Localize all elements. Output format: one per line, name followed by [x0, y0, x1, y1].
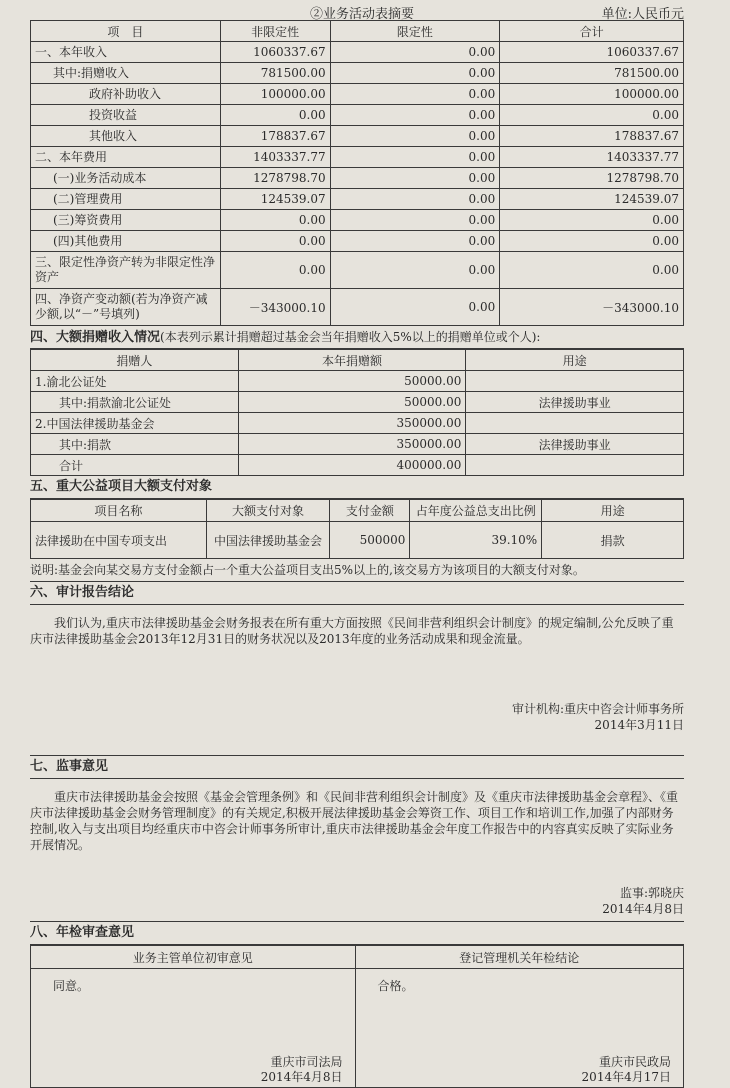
row-item-name: 三、限定性净资产转为非限定性净资产: [31, 252, 221, 289]
table-row: [31, 522, 684, 559]
section-heading-annual-review: [30, 922, 684, 945]
project-name: 法律援助在中国专项支出: [31, 522, 207, 559]
row-item-name: 四、净资产变动额(若为净资产减少额,以“－”号填列): [31, 289, 221, 326]
unrestricted-amount: 781500.00: [220, 63, 330, 84]
total-amount: 1403337.77: [500, 147, 684, 168]
column-header: 限定性: [330, 21, 500, 42]
section-heading-audit: [30, 582, 684, 605]
donation-table: [30, 349, 684, 476]
table-row: [31, 455, 684, 476]
column-header: 用途: [542, 500, 684, 522]
column-header: 占年度公益总支出比例: [410, 500, 542, 522]
supervisor-unit-signature: [261, 1055, 343, 1085]
registration-authority-cell: [355, 969, 684, 1088]
donor-name: 其中:捐款: [31, 434, 239, 455]
donation-amount: 50000.00: [238, 392, 466, 413]
column-header: 本年捐赠额: [238, 350, 466, 371]
expense-ratio: 39.10%: [410, 522, 542, 559]
supervisor-opinion-block: [30, 789, 684, 922]
row-item-name: 其中:捐赠收入: [31, 63, 221, 84]
section-heading-major-payments: [30, 476, 684, 499]
unrestricted-amount: －343000.10: [220, 289, 330, 326]
unrestricted-amount: 0.00: [220, 252, 330, 289]
table-row: [31, 231, 684, 252]
restricted-amount: 0.00: [330, 63, 500, 84]
restricted-amount: 0.00: [330, 147, 500, 168]
column-header: 支付金额: [330, 500, 410, 522]
row-item-name: (一)业务活动成本: [31, 168, 221, 189]
table-row: [31, 434, 684, 455]
table-header-row: [31, 350, 684, 371]
row-item-name: (四)其他费用: [31, 231, 221, 252]
section-heading-supervisor: [30, 756, 684, 779]
column-header: 大额支付对象: [206, 500, 330, 522]
column-header: 业务主管单位初审意见: [31, 946, 356, 969]
currency-unit: 单位:人民币元: [601, 7, 684, 22]
restricted-amount: 0.00: [330, 105, 500, 126]
donation-usage: [466, 371, 684, 392]
donation-usage: [466, 455, 684, 476]
table-row: [31, 289, 684, 326]
unrestricted-amount: 1403337.77: [220, 147, 330, 168]
column-header: 登记管理机关年检结论: [355, 946, 684, 969]
restricted-amount: 0.00: [330, 42, 500, 63]
table-header-row: [31, 21, 684, 42]
audit-date: 2014年3月11日: [594, 718, 684, 732]
table-row: [31, 189, 684, 210]
donation-amount: 50000.00: [238, 371, 466, 392]
table-row: [31, 147, 684, 168]
donation-usage: 法律援助事业: [466, 434, 684, 455]
section-title: 七、监事意见: [30, 759, 109, 774]
total-amount: 0.00: [500, 231, 684, 252]
table-row: [31, 84, 684, 105]
total-amount: 1278798.70: [500, 168, 684, 189]
column-header: 用途: [466, 350, 684, 371]
section-title: 四、大额捐赠收入情况: [30, 330, 161, 345]
row-item-name: 其他收入: [31, 126, 221, 147]
donation-amount: 350000.00: [238, 434, 466, 455]
annual-review-conclusion: 合格。: [377, 979, 414, 993]
total-amount: 0.00: [500, 105, 684, 126]
activity-summary-table: [30, 20, 684, 326]
table-header-row: [31, 500, 684, 522]
column-header: 捐赠人: [31, 350, 239, 371]
column-header: 项 目: [31, 21, 221, 42]
section-note: (本表列示累计捐赠超过基金会当年捐赠收入5%以上的捐赠单位或个人):: [160, 330, 541, 344]
total-amount: 178837.67: [500, 126, 684, 147]
donation-usage: 法律援助事业: [466, 392, 684, 413]
restricted-amount: 0.00: [330, 189, 500, 210]
org-date: 2014年4月17日: [581, 1070, 671, 1084]
table-row: [31, 105, 684, 126]
donor-name: 2.中国法律援助基金会: [31, 413, 239, 434]
supervisor-unit-cell: [31, 969, 356, 1088]
restricted-amount: 0.00: [330, 252, 500, 289]
restricted-amount: 0.00: [330, 231, 500, 252]
row-item-name: (三)筹资费用: [31, 210, 221, 231]
unrestricted-amount: 0.00: [220, 105, 330, 126]
donor-name: 合计: [31, 455, 239, 476]
total-amount: 100000.00: [500, 84, 684, 105]
audit-firm: 审计机构:重庆中咨会计师事务所: [511, 702, 684, 716]
audit-conclusion-text: 我们认为,重庆市法律援助基金会财务报表在所有重大方面按照《民间非营利组织会计制度》的规定编制,公允反映了重庆市法律援助基金会2013年12月31日的财务状况以及2013年度的业务活动成果和现金流量。: [30, 616, 674, 646]
column-header: 非限定性: [220, 21, 330, 42]
payee: 中国法律援助基金会: [206, 522, 330, 559]
table-row: [31, 413, 684, 434]
unrestricted-amount: 178837.67: [220, 126, 330, 147]
restricted-amount: 0.00: [330, 210, 500, 231]
table-row: [31, 210, 684, 231]
row-item-name: (二)管理费用: [31, 189, 221, 210]
unrestricted-amount: 1278798.70: [220, 168, 330, 189]
table-title: ②业务活动表摘要: [310, 7, 415, 22]
row-item-name: 二、本年费用: [31, 147, 221, 168]
donation-usage: [466, 413, 684, 434]
restricted-amount: 0.00: [330, 84, 500, 105]
total-amount: －343000.10: [500, 289, 684, 326]
preliminary-opinion: 同意。: [53, 979, 90, 993]
restricted-amount: 0.00: [330, 126, 500, 147]
audit-conclusion-block: [30, 615, 684, 756]
total-amount: 124539.07: [500, 189, 684, 210]
restricted-amount: 0.00: [330, 168, 500, 189]
donor-name: 其中:捐款渝北公证处: [31, 392, 239, 413]
supervisor-name: 监事:郭晓庆: [619, 886, 684, 900]
total-amount: 1060337.67: [500, 42, 684, 63]
supervisor-signature: [602, 885, 684, 917]
table-row: [31, 392, 684, 413]
table-row: [31, 371, 684, 392]
registration-authority-signature: [582, 1055, 671, 1085]
column-header: 合计: [500, 21, 684, 42]
major-payment-remark: 说明:基金会向某交易方支付金额占一个重大公益项目支出5%以上的,该交易方为该项目的大额支付对象。: [30, 559, 684, 582]
column-header: 项目名称: [31, 500, 207, 522]
supervisor-opinion-text: 重庆市法律援助基金会按照《基金会管理条例》和《民间非营利组织会计制度》及《重庆市法律援助基金会章程》、《重庆市法律援助基金会财务管理制度》的有关规定,积极开展法律援助基金会筹资工作、项目工作和培训工作,加强了内部财务控制,收入与支出项目均经重庆市中咨会计师事务所审计,重庆市法律援助基金会年度工作报告中的内容真实反映了实际业务开展情况。: [30, 790, 679, 852]
org-name: 重庆市民政局: [598, 1055, 671, 1069]
table-row: [31, 252, 684, 289]
section-heading-donations: [30, 326, 684, 349]
donation-table-body: [31, 371, 684, 476]
section-title: 六、审计报告结论: [30, 585, 135, 600]
donation-amount: 400000.00: [238, 455, 466, 476]
audit-signature: [512, 701, 684, 733]
table-row: [31, 42, 684, 63]
row-item-name: 投资收益: [31, 105, 221, 126]
table-row: [31, 126, 684, 147]
table-row: [31, 63, 684, 84]
unrestricted-amount: 100000.00: [220, 84, 330, 105]
unrestricted-amount: 0.00: [220, 231, 330, 252]
unrestricted-amount: 0.00: [220, 210, 330, 231]
supervisor-date: 2014年4月8日: [602, 902, 684, 916]
table-row: [31, 969, 684, 1088]
payment-usage: 捐款: [542, 522, 684, 559]
row-item-name: 一、本年收入: [31, 42, 221, 63]
donor-name: 1.渝北公证处: [31, 371, 239, 392]
unrestricted-amount: 124539.07: [220, 189, 330, 210]
total-amount: 781500.00: [500, 63, 684, 84]
section-title: 五、重大公益项目大额支付对象: [30, 479, 213, 494]
section-title: 八、年检审查意见: [30, 925, 135, 940]
restricted-amount: 0.00: [330, 289, 500, 326]
donation-amount: 350000.00: [238, 413, 466, 434]
total-amount: 0.00: [500, 252, 684, 289]
org-name: 重庆市司法局: [270, 1055, 343, 1069]
org-date: 2014年4月8日: [260, 1070, 343, 1084]
annual-review-table: [30, 945, 684, 1088]
total-amount: 0.00: [500, 210, 684, 231]
row-item-name: 政府补助收入: [31, 84, 221, 105]
table-header-line: [30, 0, 684, 20]
table-header-row: [31, 946, 684, 969]
activity-table-body: [31, 42, 684, 326]
table-row: [31, 168, 684, 189]
major-payment-table: [30, 499, 684, 559]
payment-amount: 500000: [330, 522, 410, 559]
unrestricted-amount: 1060337.67: [220, 42, 330, 63]
